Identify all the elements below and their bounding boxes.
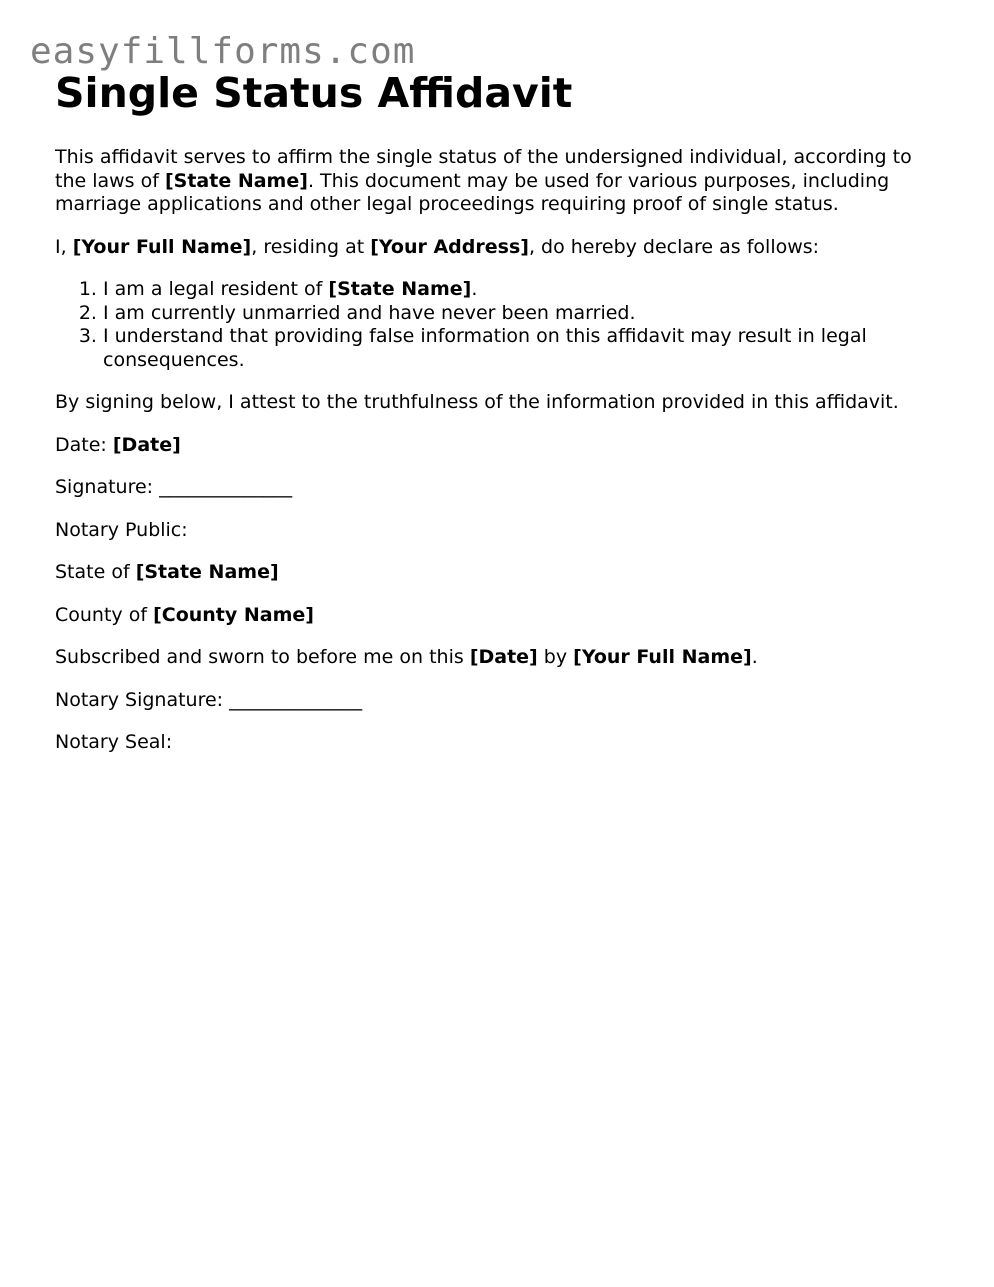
county-line [55,604,935,628]
declaration-list [55,278,935,372]
sworn-end: . [751,646,758,668]
watermark-text: easyfillforms.com [30,31,416,72]
list-item: 2. I am currently unmarried and have never been married. [103,302,935,326]
state-line [55,561,935,585]
declaration-paragraph [55,236,935,260]
list-item: 3. I understand that providing false information on this affidavit may result in legal consequences. [103,325,935,372]
intro-text-1: This affidavit serves to affirm the single status of the undersigned individual, according to the laws of [55,146,912,192]
county-label: County of [55,603,154,626]
declaration-suffix: , do hereby declare as follows: [528,235,820,258]
notary-seal-label: Notary Seal: [55,731,173,753]
statement-1-end: . [471,278,478,300]
address-placeholder: [Your Address] [370,235,529,258]
date-label: Date: [55,433,113,456]
statement-1-text: I am a legal resident of [103,278,329,300]
date-placeholder: [Date] [112,433,181,456]
signature-line: Signature: ______________ [55,476,293,498]
date-line [55,434,935,458]
sworn-line [55,646,935,670]
state-label: State of [55,561,136,583]
state-placeholder: [State Name] [135,561,279,583]
notary-signature-line: Notary Signature: ______________ [55,688,363,711]
declaration-middle: , residing at [251,235,371,258]
declaration-prefix: I, [55,235,73,258]
statement-1-placeholder: [State Name] [328,278,472,300]
sworn-name-placeholder: [Your Full Name] [573,646,752,668]
full-name-placeholder: [Your Full Name] [72,235,252,258]
sworn-date-placeholder: [Date] [469,646,538,668]
notary-public-label: Notary Public: [55,518,188,541]
affidavit-document [55,68,935,755]
sworn-prefix: Subscribed and sworn to before me on this [55,646,470,668]
document-title: Single Status Affidavit [55,69,573,117]
sworn-middle: by [537,646,574,668]
county-placeholder: [County Name] [153,603,314,626]
intro-paragraph [55,146,935,217]
list-item [103,278,935,302]
intro-text-2: . This document may be used for various purposes, including marriage applications and other legal proceedings requiring proof of single status. [55,169,890,215]
state-name-placeholder: [State Name] [164,169,308,192]
attestation-paragraph: By signing below, I attest to the truthfulness of the information provided in this affidavit. [55,391,899,413]
